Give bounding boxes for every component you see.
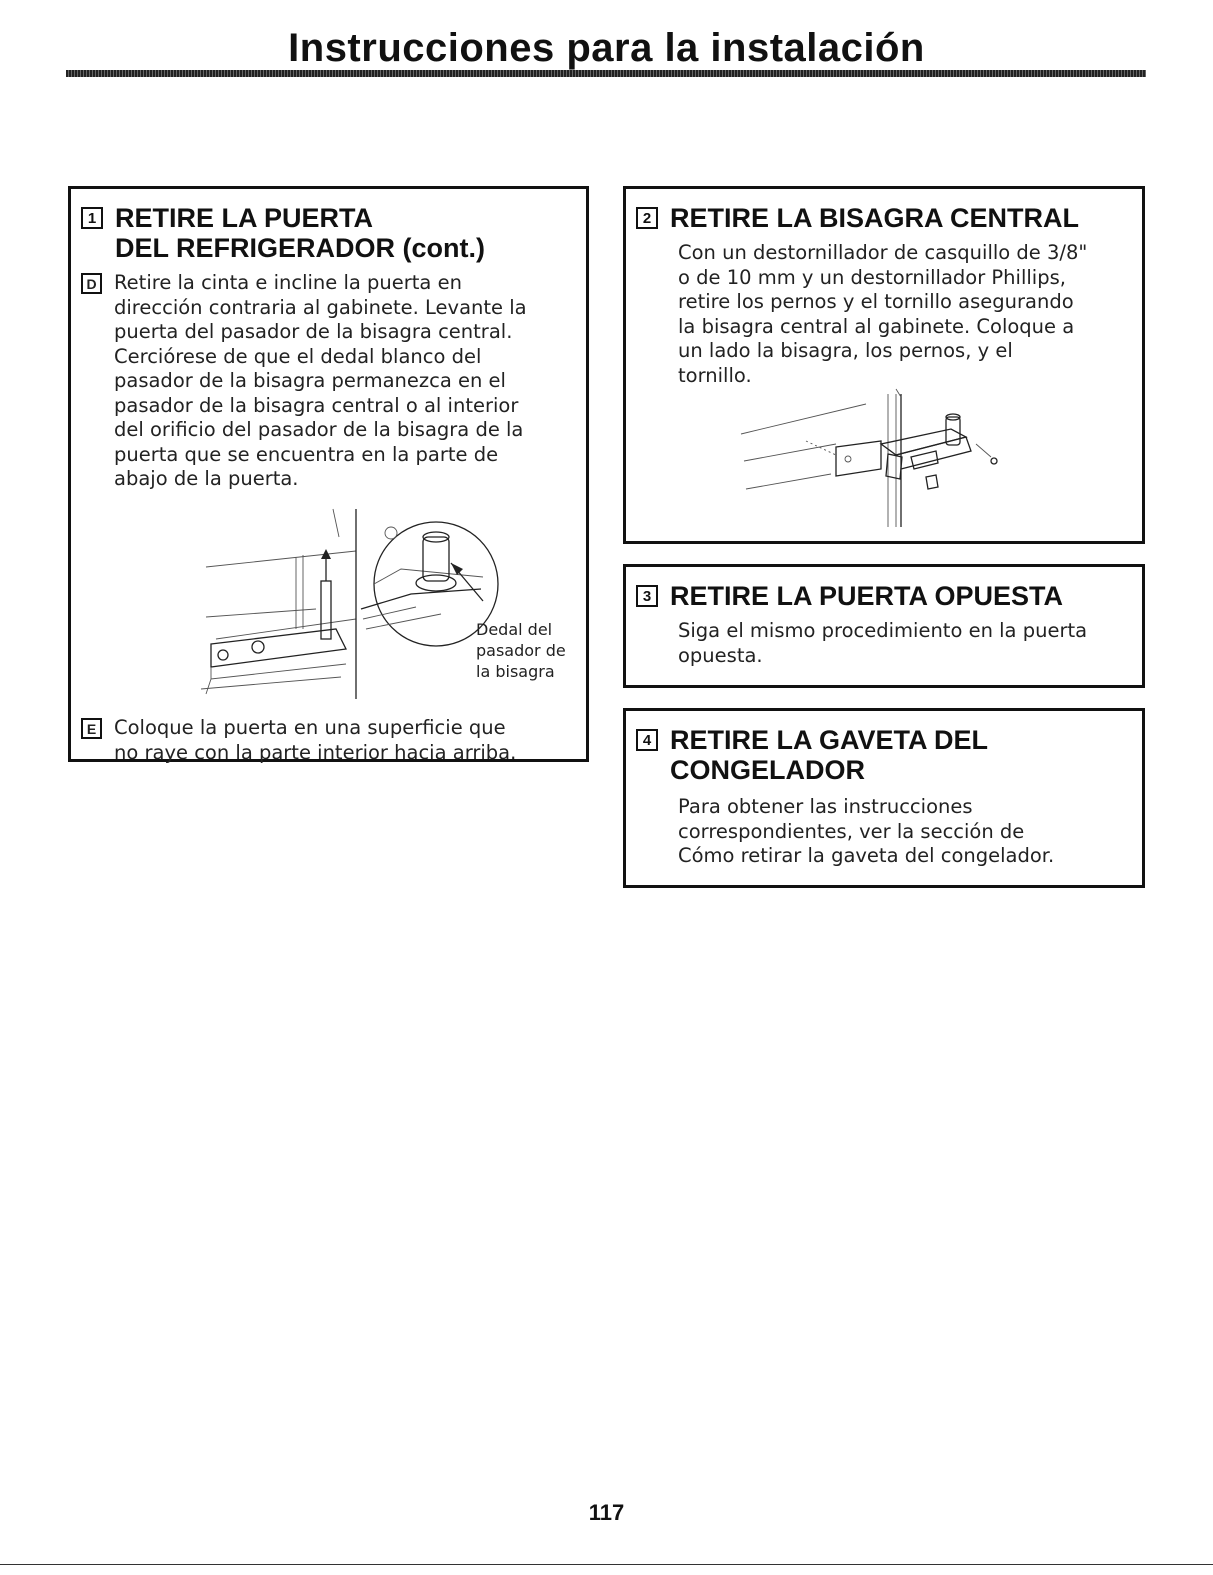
section-3-body <box>678 619 1087 668</box>
body-line: tornillo. <box>678 363 752 387</box>
page-title: Instrucciones para la instalación <box>288 26 925 70</box>
section-4-title-line2: CONGELADOR <box>670 755 865 785</box>
section-3-heading <box>636 581 1063 611</box>
substep-letter-d: D <box>81 273 102 294</box>
bottom-rule <box>0 1564 1213 1565</box>
section-3-title: RETIRE LA PUERTA OPUESTA <box>670 581 1064 611</box>
figure-caption <box>476 619 566 682</box>
substep-d-line: dirección contraria al gabinete. Levante la <box>114 295 527 319</box>
section-remove-door <box>68 186 589 762</box>
substep-letter-e: E <box>81 718 102 739</box>
step-number-4: 4 <box>636 729 658 751</box>
section-2-title: RETIRE LA BISAGRA CENTRAL <box>670 203 1079 233</box>
substep-d-line: del orificio del pasador de la bisagra de la <box>114 418 524 441</box>
page-number: 117 <box>588 1500 625 1525</box>
caption-line: Dedal del <box>476 620 553 639</box>
body-line: Con un destornillador de casquillo de 3/8" <box>678 241 1088 264</box>
body-line: un lado la bisagra, los pernos, y el <box>678 339 1013 362</box>
body-line: Siga el mismo procedimiento en la puerta <box>678 619 1088 642</box>
step-number-3: 3 <box>636 585 658 607</box>
section-remove-freezer-drawer <box>623 708 1145 888</box>
substep-d-line: puerta que se encuentra en la parte de <box>114 442 499 466</box>
step-number-1: 1 <box>81 207 103 229</box>
substep-d-line: Cerciórese de que el dedal blanco del <box>114 344 482 368</box>
body-line: Cómo retirar la gaveta del congelador. <box>678 844 1055 867</box>
center-hinge-illustration <box>626 189 1148 547</box>
substep-e-line: no raye con la parte interior hacia arriba. <box>114 740 517 764</box>
substep-e <box>81 716 516 765</box>
step-number-2: 2 <box>636 207 658 229</box>
section-1-title-line2: DEL REFRIGERADOR (cont.) <box>115 233 485 263</box>
body-line: correspondientes, ver la sección de <box>678 819 1025 843</box>
substep-e-line: Coloque la puerta en una superficie que <box>114 716 506 739</box>
body-line: o de 10 mm y un destornillador Phillips, <box>678 265 1066 289</box>
body-line: la bisagra central al gabinete. Coloque a <box>678 314 1075 338</box>
body-line: opuesta. <box>678 643 763 667</box>
substep-d-line: puerta del pasador de la bisagra central. <box>114 320 513 343</box>
substep-d-line: pasador de la bisagra central o al interior <box>114 393 519 417</box>
section-remove-center-hinge <box>623 186 1145 544</box>
section-4-title-line1: RETIRE LA GAVETA DEL <box>670 725 989 755</box>
title-rule <box>66 70 1146 77</box>
section-4-body <box>678 795 1054 869</box>
substep-d-line: Retire la cinta e incline la puerta en <box>114 271 462 294</box>
body-line: retire los pernos y el tornillo asegurando <box>678 290 1074 313</box>
section-remove-opposite-door <box>623 564 1145 688</box>
substep-d-line: pasador de la bisagra permanezca en el <box>114 369 506 392</box>
substep-d-line: abajo de la puerta. <box>114 467 299 490</box>
caption-line: la bisagra <box>476 662 555 681</box>
caption-line: pasador de <box>476 641 566 660</box>
section-1-title-line1: RETIRE LA PUERTA <box>115 203 374 233</box>
section-4-heading <box>636 725 988 785</box>
body-line: Para obtener las instrucciones <box>678 795 973 818</box>
